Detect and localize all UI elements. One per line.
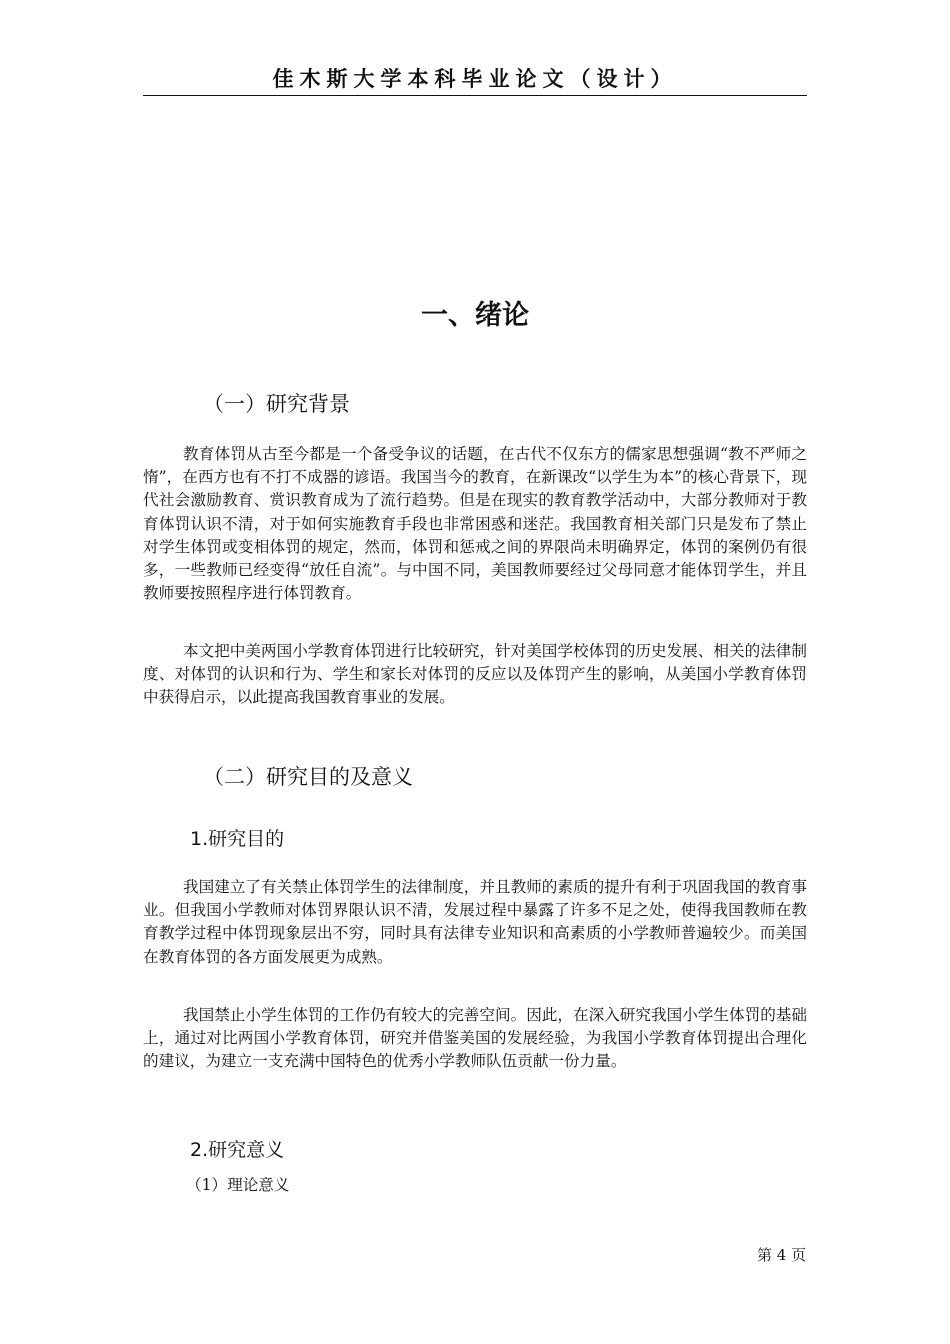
subsection-heading-purpose: 1.研究目的 xyxy=(190,828,285,850)
page-number: 第 4 页 xyxy=(757,1246,807,1264)
paragraph-background-1: 教育体罚从古至今都是一个备受争议的话题，在古代不仅东方的儒家思想强调“教不严师之惰”，在西方也有不打不成器的谚语。我国当今的教育，在新课改“以学生为本”的核心背景下，现代社会激励教育、赏识教育成为了流行趋势。但是在现实的教育教学活动中，大部分教师对于教育体罚认识不清，对于如何实施教育手段也非常困惑和迷茫。我国教育相关部门只是发布了禁止对学生体罚或变相体罚的规定，然而，体罚和惩戒之间的界限尚未明确界定，体罚的案例仍有很多，一些教师已经变得“放任自流”。与中国不同，美国教师要经过父母同意才能体罚学生，并且教师要按照程序进行体罚教育。 xyxy=(143,445,807,603)
subsection-heading-significance: 2.研究意义 xyxy=(190,1139,285,1161)
chapter-title: 一、绪论 xyxy=(421,300,529,331)
sub-item-theoretical-significance: （1）理论意义 xyxy=(186,1176,290,1194)
paragraph-background-2: 本文把中美两国小学教育体罚进行比较研究，针对美国学校体罚的历史发展、相关的法律制度、对体罚的认识和行为、学生和家长对体罚的反应以及体罚产生的影响，从美国小学教育体罚中获得启示，以此提高我国教育事业的发展。 xyxy=(143,642,807,707)
paragraph-purpose-1: 我国建立了有关禁止体罚学生的法律制度，并且教师的素质的提升有利于巩固我国的教育事业。但我国小学教师对体罚界限认识不清，发展过程中暴露了许多不足之处，使得我国教师在教育教学过程中体罚现象层出不穷，同时具有法律专业知识和高素质的小学教师普遍较少。而美国在教育体罚的各方面发展更为成熟。 xyxy=(143,878,807,966)
paragraph-purpose-2: 我国禁止小学生体罚的工作仍有较大的完善空间。因此，在深入研究我国小学生体罚的基础上，通过对比两国小学教育体罚，研究并借鉴美国的发展经验，为我国小学教育体罚提出合理化的建议，为建立一支充满中国特色的优秀小学教师队伍贡献一份力量。 xyxy=(143,1006,807,1071)
running-header: 佳木斯大学本科毕业论文（设计） xyxy=(143,62,807,96)
section-heading-purpose-significance: （二）研究目的及意义 xyxy=(203,765,413,789)
section-heading-background: （一）研究背景 xyxy=(203,392,350,416)
